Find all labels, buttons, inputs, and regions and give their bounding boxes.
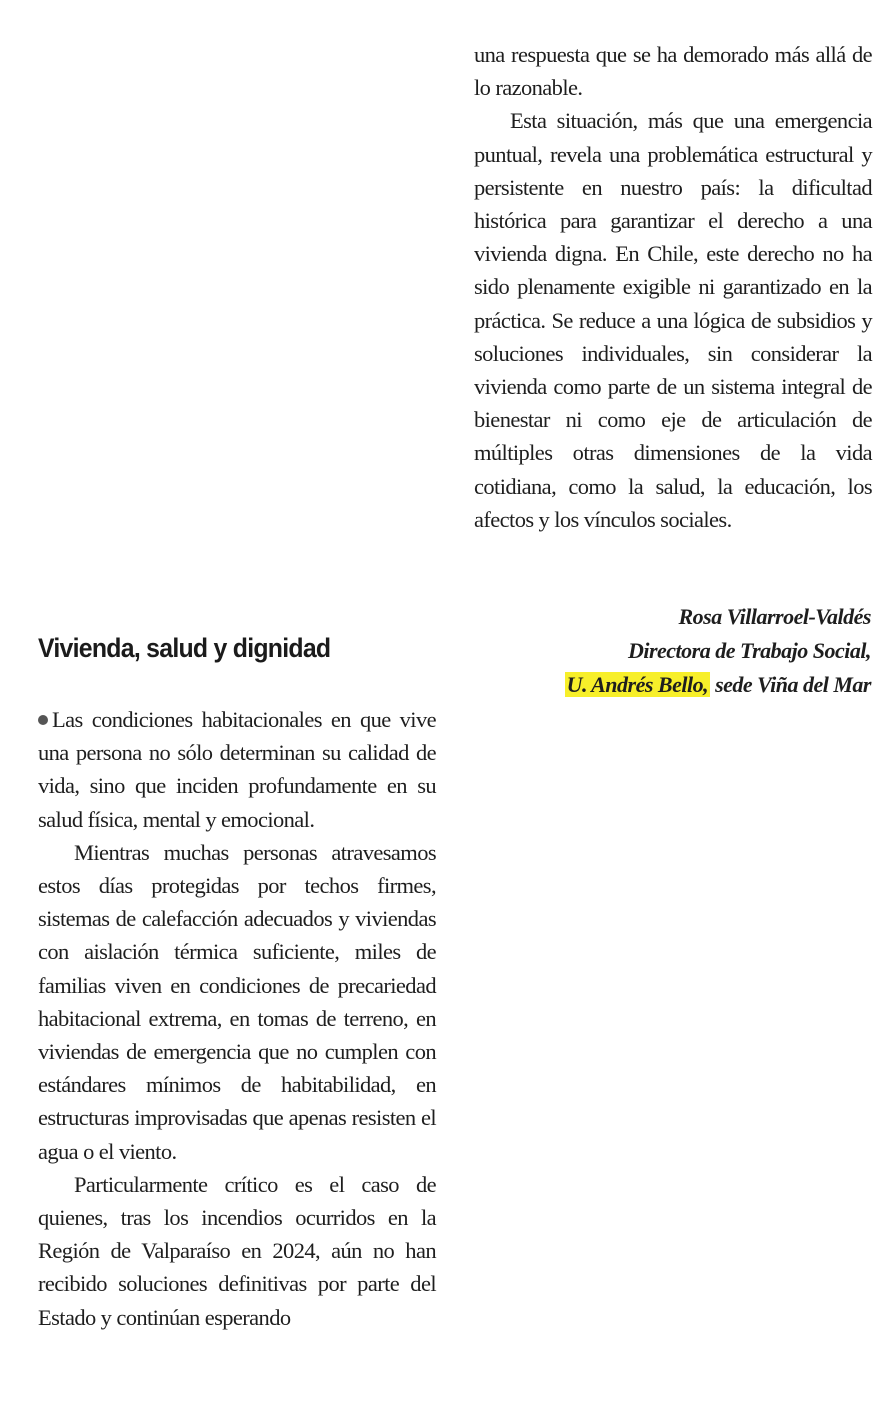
right-paragraph-1: una respuesta que se ha demorado más allá de lo razonable. <box>474 42 872 101</box>
signature-block <box>451 600 871 702</box>
bullet-icon <box>38 715 48 725</box>
article-paragraph-2: Mientras muchas personas atravesamos estos días protegidas por techos firmes, sistemas de calefacción adecuados y viviendas con aislación térmica suficiente, miles de familias viven en condiciones de precariedad habitacional extrema, en tomas de terreno, en viviendas de emergencia que no cumplen con estándares mínimos de habitabilidad, en estructuras improvisadas que apenas resisten el agua o el viento. <box>38 839 436 1164</box>
article-paragraph-1 <box>38 703 436 836</box>
article-headline: Vivienda, salud y dignidad <box>38 633 331 663</box>
institution-campus: sede Viña del Mar <box>710 672 871 697</box>
author-institution <box>451 668 871 702</box>
right-column <box>474 38 872 536</box>
author-role: Directora de Trabajo Social, <box>627 638 871 663</box>
author-name: Rosa Villarroel-Valdés <box>678 604 871 629</box>
article-paragraph-1-text: Las condiciones habitacionales en que vive una persona no sólo determinan su calidad de vida, sino que inciden profundamente en su salud física, mental y emocional. <box>38 707 436 832</box>
left-column <box>38 703 436 1334</box>
right-paragraph-2: Esta situación, más que una emergencia puntual, revela una problemática estructural y persistente en nuestro país: la dificultad histórica para garantizar el derecho a una vivienda digna. En Chile, este derecho no ha sido plenamente exigible ni garantizado en la práctica. Se reduce a una lógica de subsidios y soluciones individuales, sin considerar la vivienda como parte de un sistema integral de bienestar ni como eje de articulación de múltiples otras dimensiones de la vida cotidiana, como la salud, la educación, los afectos y los vínculos sociales. <box>474 108 872 532</box>
highlighted-institution: U. Andrés Bello, <box>566 672 709 697</box>
article-paragraph-3: Particularmente crítico es el caso de quienes, tras los incendios ocurridos en la Región de Valparaíso en 2024, aún no han recibido soluciones definitivas por parte del Estado y continúan esperando <box>38 1171 436 1330</box>
